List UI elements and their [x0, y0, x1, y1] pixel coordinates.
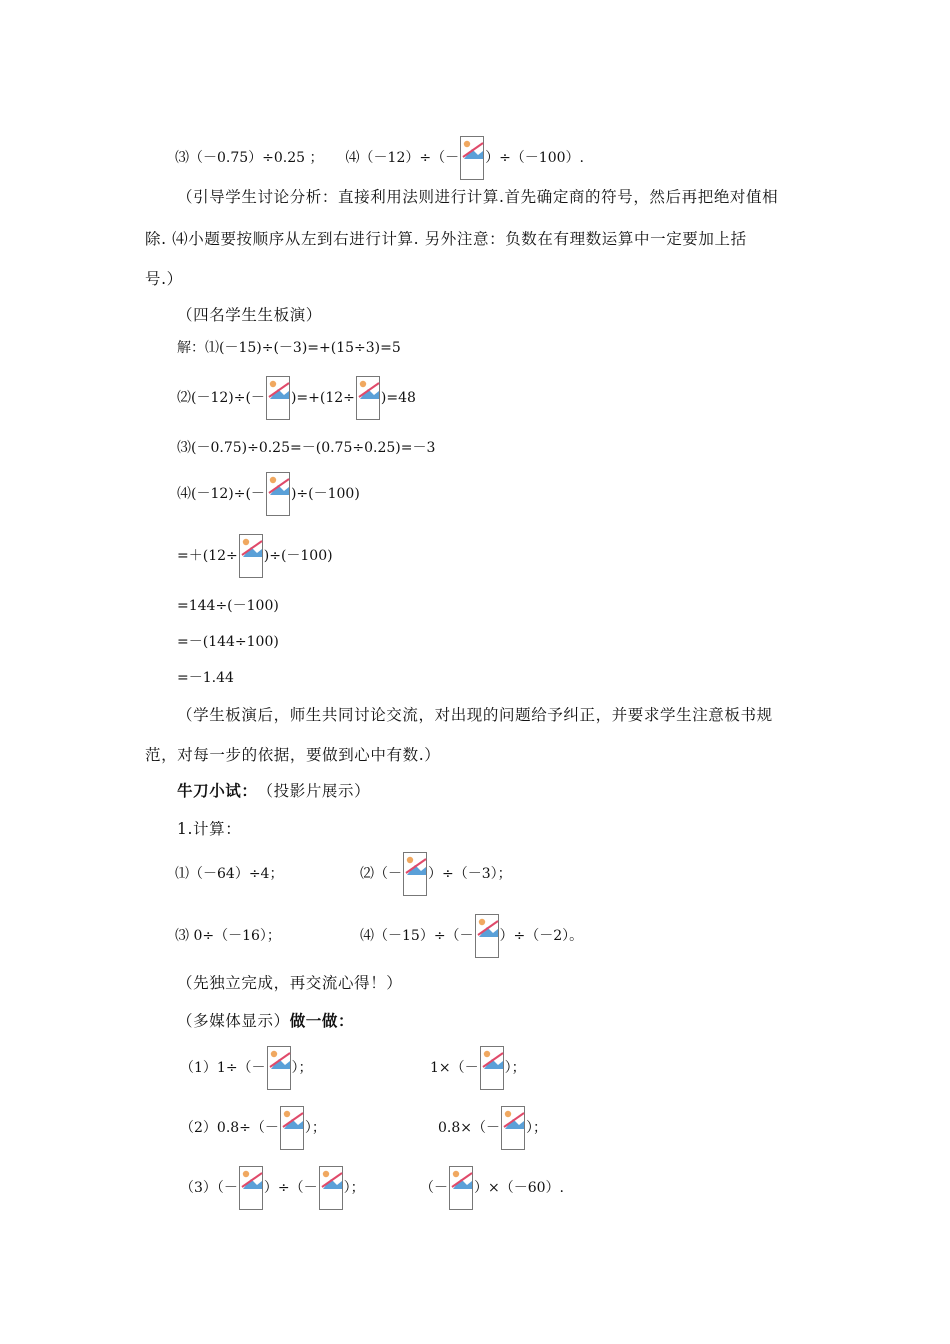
solution-2 [177, 376, 416, 420]
activity-row-2 [180, 1106, 547, 1150]
exercise-4-text-end: ）÷（－100）. [485, 150, 584, 166]
fraction-image-icon [266, 376, 290, 420]
solution-4-step-4: =－1.44 [177, 670, 234, 686]
exercise-row-1 [175, 852, 512, 896]
fraction-image-icon [267, 1046, 291, 1090]
activity-row-1 [180, 1046, 526, 1090]
line-exercise-3-4 [175, 136, 584, 180]
fraction-image-icon [280, 1106, 304, 1150]
paragraph-line: （引导学生讨论分析：直接利用法则进行计算.首先确定商的符号，然后再把绝对值相 [177, 188, 779, 206]
solution-1: 解：⑴(－15)÷(－3)=+(15÷3)=5 [177, 340, 401, 356]
section-heading [177, 780, 370, 802]
section-title: 牛刀小试： [177, 781, 258, 800]
fraction-image-icon [266, 472, 290, 516]
paragraph-line: 除. ⑷小题要按顺序从左到右进行计算. 另外注意：负数在有理数运算中一定要加上括 [145, 230, 747, 248]
activity-text: （2）0.8÷（－ [180, 1120, 279, 1136]
exercise-4-text: ⑷（－15）÷（－ [360, 928, 474, 944]
paragraph-line: 范，对每一步的依据，要做到心中有数.） [145, 746, 441, 764]
fraction-image-icon [475, 914, 499, 958]
fraction-image-icon [449, 1166, 473, 1210]
activity-text: ）； [526, 1120, 547, 1136]
solution-text: )=48 [380, 390, 416, 406]
activity-text: ）×（－60）. [474, 1180, 564, 1196]
activity-text: 1×（－ [430, 1060, 479, 1076]
exercise-2-text: ⑵（－ [360, 866, 402, 882]
activity-text: ）÷（－ [263, 1180, 318, 1196]
solution-text: ⑷(－12)÷(－ [177, 486, 265, 502]
activity-text: 0.8×（－ [438, 1120, 500, 1136]
exercise-3-text: ⑶（－0.75）÷0.25 ； [175, 150, 324, 166]
solution-4-step-3: =－(144÷100) [177, 634, 279, 650]
section-note: （投影片展示） [257, 782, 371, 800]
solution-text: ⑵(－12)÷(－ [177, 390, 265, 406]
activity-text: （3）（－ [180, 1180, 238, 1196]
activity-note: （多媒体显示） [177, 1012, 290, 1030]
solution-3: ⑶(－0.75)÷0.25=－(0.75÷0.25)=－3 [177, 440, 436, 456]
exercise-3: ⑶ 0÷（－16）； [175, 928, 281, 944]
exercise-1: ⑴（－64）÷4； [175, 866, 284, 882]
paragraph-line: 号.） [145, 270, 183, 288]
exercise-4-text: ⑷（－12）÷（－ [345, 150, 460, 166]
activity-heading [177, 1010, 354, 1032]
solution-4-step-2: =144÷(－100) [177, 598, 279, 614]
activity-text: ）； [504, 1060, 526, 1076]
activity-title: 做一做： [289, 1011, 355, 1030]
activity-text: ）； [291, 1060, 313, 1076]
solution-text: =＋(12÷ [177, 548, 238, 564]
activity-text: （－ [420, 1180, 448, 1196]
fraction-image-icon [356, 376, 380, 420]
solution-4-step-1 [177, 534, 333, 578]
activity-text: ）； [343, 1180, 365, 1196]
exercise-row-2 [175, 914, 583, 958]
fraction-image-icon [480, 1046, 504, 1090]
solution-text: )÷(－100) [290, 486, 360, 502]
fraction-image-icon [319, 1166, 343, 1210]
solution-4 [177, 472, 360, 516]
activity-text: ）； [304, 1120, 326, 1136]
paragraph-line: （学生板演后，师生共同讨论交流，对出现的问题给予纠正，并要求学生注意板书规 [177, 706, 773, 724]
exercise-intro: 1.计算： [177, 820, 242, 838]
fraction-image-icon [239, 534, 263, 578]
activity-row-3 [180, 1166, 564, 1210]
solution-text: )=+(12÷ [290, 390, 355, 406]
paragraph-line: （四名学生生板演） [177, 306, 322, 324]
exercise-4-text-end: ）÷（－2）。 [499, 928, 584, 944]
fraction-image-icon [501, 1106, 525, 1150]
activity-text: （1）1÷（－ [180, 1060, 266, 1076]
exercise-2-text-end: ）÷（－3）； [428, 866, 512, 882]
fraction-image-icon [239, 1166, 263, 1210]
solution-text: )÷(－100) [263, 548, 333, 564]
paragraph-line: （先独立完成，再交流心得！） [177, 974, 403, 992]
fraction-image-icon [460, 136, 484, 180]
fraction-image-icon [403, 852, 427, 896]
